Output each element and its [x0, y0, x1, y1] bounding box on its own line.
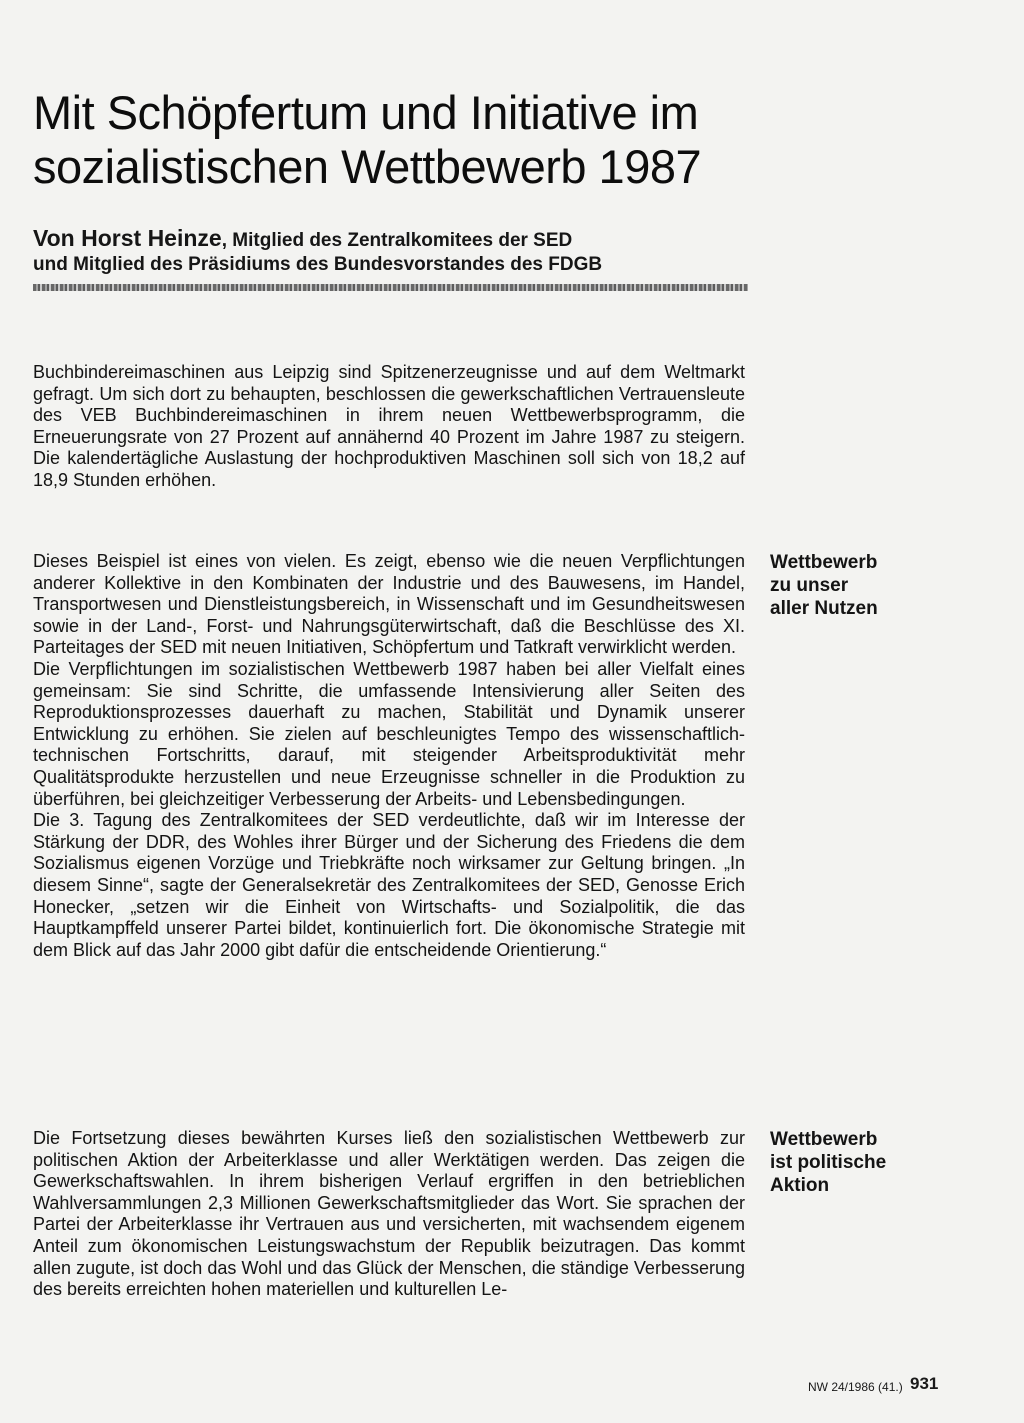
page-number: 931 [910, 1374, 939, 1393]
paragraph: Dieses Beispiel ist eines von vielen. Es zeigt, ebenso wie die neuen Verpflichtungen anderer Kollektive in den Kombinaten der Industrie und des Bauwesens, im Handel, Transportwesen und Dienstleistungsbereich, in Wissenschaft und im Gesundheitswesen sowie in der Land-, Forst- und Nahrungsgüterwirtschaft, daß die Beschlüsse des XI. Parteitages der SED mit neuen Initiativen, Schöpfertum und Tatkraft verwirklicht werden. [33, 551, 745, 658]
margin-heading-1 [770, 551, 900, 620]
margin-heading-line: Wettbewerb [770, 1129, 878, 1150]
paragraph: Die 3. Tagung des Zentralkomitees der SED verdeutlichte, daß wir im Interesse der Stärkung der DDR, des Wohles ihrer Bürger und der Sicherung des Friedens die dem Sozialismus eigenen Vorzüge und Triebkräfte noch wirksamer zur Geltung bringen. „In diesem Sinne“, sagte der Generalsekretär des Zentralkomitees der SED, Genosse Erich Honecker, „setzen wir die Einheit von Wirtschafts- und Sozialpolitik, die das Hauptkampffeld unserer Partei bildet, kontinuierlich fort. Die ökonomische Strategie mit dem Blick auf das Jahr 2000 gibt dafür die entscheidende Orientierung.“ [33, 810, 745, 960]
byline-author: Horst Heinze [81, 225, 222, 251]
text-block-2 [33, 551, 745, 961]
text-block-1 [33, 362, 745, 492]
title-line-1: Mit Schöpfertum und Initiative im [33, 86, 699, 139]
margin-heading-line: Aktion [770, 1175, 830, 1196]
margin-heading-line: aller Nutzen [770, 598, 878, 619]
byline-role-1: , Mitglied des Zentralkomitees der SED [221, 230, 573, 251]
paragraph: Buchbindereimaschinen aus Leipzig sind Spitzenerzeugnisse und auf dem Weltmarkt gefragt. Um sich dort zu behaupten, beschlossen die gewerkschaftlichen Vertrauensleute des VEB Buchbindereimaschinen in ihrem neuen Wettbewerbsprogramm, die Erneuerungsrate von 27 Prozent auf annähernd 40 Prozent im Jahre 1987 zu steigern. Die kalendertägliche Auslastung der hochproduktiven Maschinen soll sich von 18,2 auf 18,9 Stunden erhöhen. [33, 362, 745, 490]
footer-source: NW 24/1986 (41.) [808, 1380, 903, 1394]
paragraph: Die Fortsetzung dieses bewährten Kurses ließ den sozialistischen Wettbewerb zur politischen Aktion der Arbeiterklasse und aller Werktätigen werden. Das zeigen die Gewerkschaftswahlen. In ihrem bisherigen Verlauf ergriffen in den betrieblichen Wahlversammlungen 2,3 Millionen Gewerkschaftsmitglieder das Wort. Sie sprachen der Partei der Arbeiterklasse ihr Vertrauen aus und versicherten, mit wachsendem eigenem Anteil zum ökonomischen Leistungswachstum der Republik beizutragen. Das kommt allen zugute, ist doch das Wohl und das Glück der Menschen, die ständige Verbesserung des bereits erreichten hohen materiellen und kulturellen Le- [33, 1128, 745, 1300]
margin-heading-2 [770, 1128, 900, 1197]
margin-heading-line: zu unser [770, 575, 849, 596]
header-rule [33, 284, 748, 291]
margin-heading-line: ist politische [770, 1152, 887, 1173]
byline-prefix: Von [33, 225, 82, 251]
title-line-2: sozialistischen Wettbewerb 1987 [33, 140, 702, 193]
article-title [33, 86, 933, 194]
paragraph: Die Verpflichtungen im sozialistischen Wettbewerb 1987 haben bei aller Vielfalt eines gemeinsam: Sie sind Schritte, die umfassende Intensivierung aller Seiten des Reproduktionsprozesses dauerhaft zu machen, Stabilität und Dynamik unserer Entwicklung zu erhöhen. Sie zielen auf beschleunigtes Tempo des wissenschaftlich-technischen Fortschritts, darauf, mit steigender Arbeitsproduktivität mehr Qualitätsprodukte herzustellen und neue Erzeugnisse schneller in die Produktion zu überführen, bei gleichzeitiger Verbesserung der Arbeits- und Lebensbedingungen. [33, 658, 745, 809]
text-block-3 [33, 1128, 745, 1301]
byline [33, 226, 793, 277]
margin-heading-line: Wettbewerb [770, 552, 878, 573]
byline-role-2: und Mitglied des Präsidiums des Bundesvorstandes des FDGB [33, 254, 603, 275]
